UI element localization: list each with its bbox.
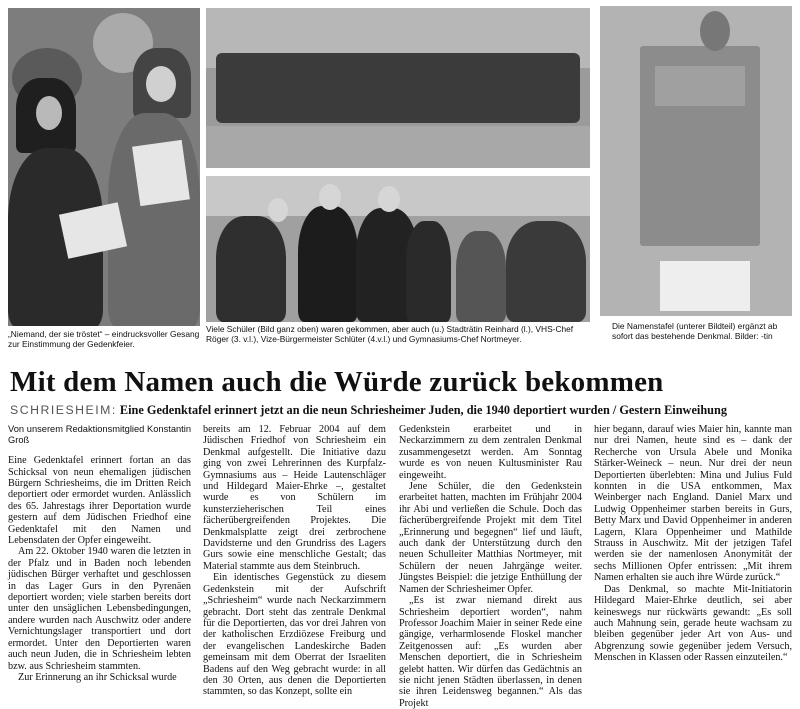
caption-right: Die Namenstafel (unterer Bildteil) ergänzt ab sofort das bestehende Denkmal. Bilder: -tin <box>612 321 778 341</box>
headline: Mit dem Namen auch die Würde zurück bekommen <box>10 366 664 398</box>
paragraph: „Es ist zwar niemand direkt aus Schriesheim deportiert worden“, nahm Professor Joachim Maier in seiner Rede eine gängige, verharmlosende Floskel mancher Zeitgenossen auf: „Es wurden aber Menschen deportiert, die in Schriesheim gelebt hatten. Wir dürfen das Gedächtnis an sie nicht jenen Städten überlassen, in denen sie ihren Leidensweg begannen.“ Als das Projekt <box>399 595 582 709</box>
photo-singers <box>8 8 200 326</box>
paragraph: Am 22. Oktober 1940 waren die letzten in der Pfalz und in Baden noch lebenden jüdischen Bürger verhaftet und geschlossen in das Lager Gurs in den Pyrenäen deportiert worden; viele starben bereits dort unter den unsäglichen Lebensbedingungen, andere wurden nach Auschwitz oder andere Vernichtungslager transportiert und dort ermordet. Unter den Deportierten waren auch neun Juden, die in Schriesheim lebten bzw. aus Schriesheim stammten. <box>8 546 191 672</box>
caption-left: „Niemand, der sie tröstet“ – eindrucksvoller Gesang zur Einstimmung der Gedenkfeier. <box>8 329 200 349</box>
article-column-4 <box>594 424 792 664</box>
article-column-1 <box>8 424 191 683</box>
paragraph: bereits am 12. Februar 2004 auf dem Jüdischen Friedhof von Schriesheim ein Denkmal aufgestellt. Die Initiative dazu ging von zwei Lehrerinnen des Kurpfalz-Gymnasiums aus – Heide Lautenschläger und Hildegard Maier-Ehrke –, gestaltet wurde es von Schülern im kunsterzieherischen Teil eines fächerübergreifenden Projektes. Die Denkmalsplatte zeigt drei zerbrochene Davidsterne und den Grundriss des Lagers Gurs sowie eine menschliche Gestalt; das Material stammte aus dem Steinbruch. <box>203 424 386 572</box>
paragraph: Das Denkmal, so machte Mit-Initiatorin Hildegard Maier-Ehrke deutlich, sei aber keineswegs nur rückwärts gewandt: „Es soll auch Mahnung sein, gerade heute wachsam zu bleiben gegenüber jeder Art von Aus- und Abgrenzung sowie gegenüber jedem Versuch, Menschen in Klassen oder Rassen einzuteilen.“ <box>594 583 792 664</box>
paragraph: Gedenkstein erarbeitet und in Neckarzimmern zu dem zentralen Denkmal zusammengesetzt werden. Am Sonntag wurde es von neuen Kultusminister Rau eingeweiht. <box>399 424 582 481</box>
subheadline: Eine Gedenktafel erinnert jetzt an die neun Schriesheimer Juden, die 1940 deportiert wurden / Gestern Einweihung <box>119 403 727 417</box>
subheadline-row <box>10 403 800 418</box>
byline: Von unserem Redaktionsmitglied Konstantin Groß <box>8 424 191 445</box>
caption-middle: Viele Schüler (Bild ganz oben) waren gekommen, aber auch (u.) Stadträtin Reinhard (l.), VHS-Chef Röger (3. v.l.), Vize-Bürgermeister Schlüter (4.v.l.) und Gymnasiums-Chef Nortmeyer. <box>206 324 574 344</box>
photo-officials <box>206 176 590 322</box>
paragraph: Jene Schüler, die den Gedenkstein erarbeitet hatten, machten im Frühjahr 2004 ihr Abi und verließen die Schule. Doch das fächerübergreifende Projekt mit dem Titel „Erinnerung und begegnen“ lief und läuft, auch dank der Unterstützung durch den neuen Schulleiter Matthias Nortmeyer, mit Schülern der neuen Jahrgänge weiter. Jüngstes Beispiel: die jetzige Enthüllung der Namen der Schriesheimer Opfer. <box>399 481 582 595</box>
photo-memorial <box>600 6 792 316</box>
article-column-2 <box>203 424 386 698</box>
paragraph: Zur Erinnerung an ihr Schicksal wurde <box>18 671 177 683</box>
article-column-3 <box>399 424 582 709</box>
dateline: SCHRIESHEIM: <box>10 403 117 417</box>
paragraph: hier begann, darauf wies Maier hin, kannte man nur drei Namen, heute sind es – dank der Recherche von Ursula Abele und Monika Stärker-Weineck – neun. Nur drei der neun Deportierten überlebten: Mina und Julius Fuld konnten in die USA entkommen, Max Weinberger nach England. Daniel Marx und Ludwig Oppenheimer starben bereits in Gurs, Betty Marx und David Oppenheimer in anderen Lagern, Klara Oppenheimer und Mathilde Strauss in Auschwitz. Mit der jetzigen Tafel werden sie der namenlosen Anonymität der sechs Millionen Opfer entrissen: „Mit ihrem Namen erhalten sie auch ihre Würde zurück.“ <box>594 424 792 584</box>
paragraph: Ein identisches Gegenstück zu diesem Gedenkstein mit der Aufschrift „Schriesheim“ wurde nach Neckarzimmern gebracht. Dort steht das zentrale Denkmal für die Deportierten, das vor drei Jahren von der katholischen Erzdiözese Freiburg und der evangelischen Landeskirche Baden gemeinsam mit dem Oberrat der Israeliten Badens auf den Weg gebracht wurde: in all den 30 Orten, aus denen die Deportierten stammten, so das Konzept, sollte ein <box>203 572 386 698</box>
photo-students <box>206 8 590 168</box>
paragraph: Eine Gedenktafel erinnert fortan an das Schicksal von neun ehemaligen jüdischen Bürgern Schriesheims, die im Dritten Reich deportiert oder ermordet wurden. Anlässlich des 65. Jahrestags ihrer Deportation wurde gestern auf dem Jüdischen Friedhof eine Gedenktafel mit den Namen und Lebensdaten der Opfer eingeweiht. <box>8 455 191 547</box>
